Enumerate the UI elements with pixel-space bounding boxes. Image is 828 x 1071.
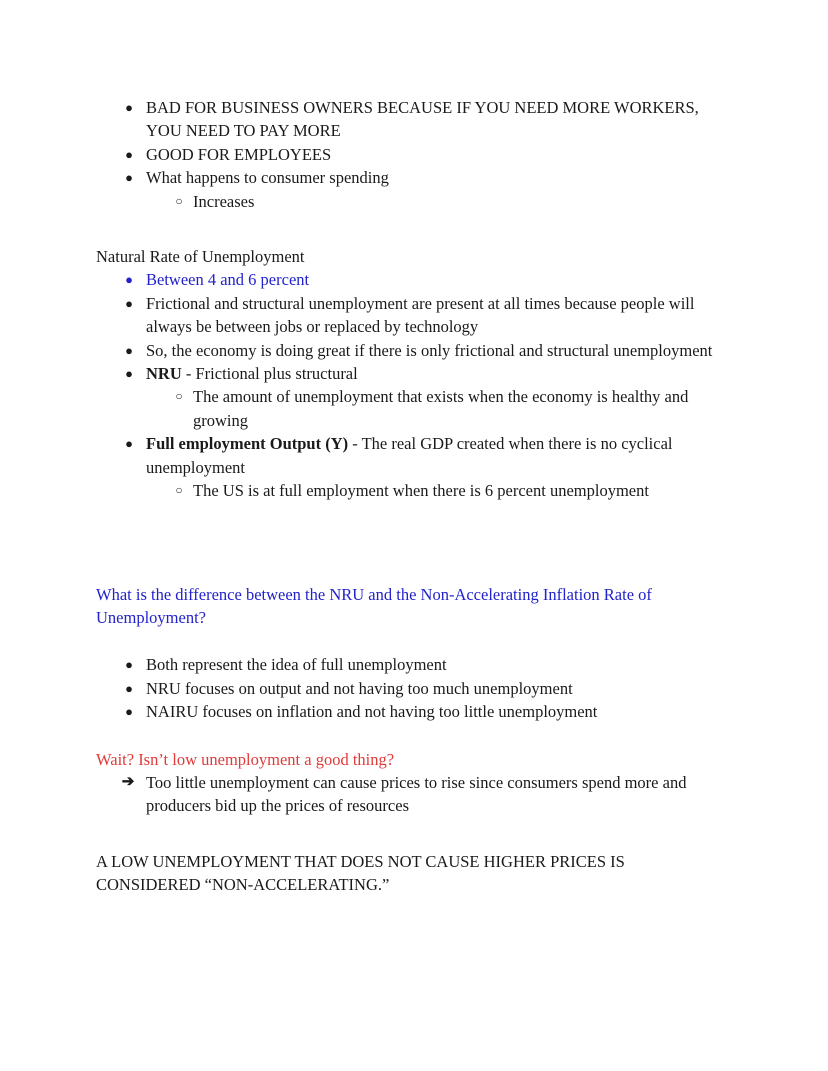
- bullet-hollow-icon: ○: [175, 389, 183, 404]
- spacer: [96, 818, 732, 850]
- arrow-list-item: [96, 771, 732, 818]
- list-item-label: GOOD FOR EMPLOYEES: [146, 144, 332, 164]
- term-definition: - Frictional plus structural: [181, 364, 358, 384]
- list-item: [96, 143, 732, 166]
- spacer: [96, 559, 732, 583]
- term-label: NRU: [146, 364, 182, 384]
- list-item: [96, 339, 732, 362]
- section-heading: Natural Rate of Unemployment: [96, 247, 305, 267]
- spacer: [96, 213, 732, 245]
- spacer: [96, 724, 732, 748]
- question-heading: What is the difference between the NRU and the Non-Accelerating Inflation Rate of Unemployment?: [96, 584, 652, 627]
- list-item: [96, 292, 732, 339]
- section-natural-rate: [96, 245, 732, 502]
- list-item-label: BAD FOR BUSINESS OWNERS BECAUSE IF YOU NEED MORE WORKERS, YOU NEED TO PAY MORE: [146, 98, 699, 141]
- list-item-label: Frictional and structural unemployment are present at all times because people will always be between jobs or replaced by technology: [146, 293, 695, 337]
- list-item-label: Between 4 and 6 percent: [146, 270, 310, 290]
- list-item: [96, 96, 732, 143]
- list-item-label: NAIRU focuses on inflation and not having too little unemployment: [146, 702, 598, 722]
- bullet-filled-icon: ●: [125, 704, 133, 720]
- bullet-filled-icon: ●: [125, 295, 133, 311]
- section-top: [96, 96, 732, 213]
- bullet-filled-icon: ●: [125, 146, 133, 162]
- list-item: [96, 677, 732, 700]
- list-item: [96, 166, 732, 189]
- bullet-filled-icon: ●: [125, 657, 133, 673]
- list-item-term: [96, 362, 732, 385]
- sub-list-item: [96, 385, 732, 432]
- document-body: [96, 96, 732, 897]
- list-item-highlight: [96, 268, 732, 291]
- list-item: [96, 653, 732, 676]
- list-item-label: NRU focuses on output and not having too much unemployment: [146, 678, 573, 698]
- bullet-filled-icon: ●: [125, 342, 133, 358]
- callout-heading: Wait? Isn’t low unemployment a good thing?: [96, 749, 395, 769]
- bullet-filled-icon: ●: [125, 170, 133, 186]
- bullet-filled-icon: ●: [125, 272, 133, 288]
- spacer: [96, 503, 732, 559]
- list-item-label: So, the economy is doing great if there is only frictional and structural unemployment: [146, 340, 713, 360]
- bullet-filled-icon: ●: [125, 366, 133, 382]
- list-item-label: What happens to consumer spending: [146, 168, 389, 188]
- sub-list-item: [96, 190, 732, 213]
- bullet-hollow-icon: ○: [175, 193, 183, 208]
- sub-list-item-label: The US is at full employment when there is 6 percent unemployment: [193, 481, 649, 501]
- section-wait: [96, 748, 732, 818]
- bullet-filled-icon: ●: [125, 100, 133, 115]
- arrow-list-item-label: Too little unemployment can cause prices to rise since consumers spend more and producers bid up the prices of resources: [146, 772, 687, 816]
- list-item-term: [96, 432, 732, 479]
- term-label: Full employment Output (Y): [146, 434, 349, 454]
- sub-list-item-label: The amount of unemployment that exists when the economy is healthy and growing: [193, 387, 689, 430]
- bullet-filled-icon: ●: [125, 680, 133, 696]
- list-item: [96, 700, 732, 723]
- bullet-filled-icon: ●: [125, 436, 133, 452]
- closing-statement: A LOW UNEMPLOYMENT THAT DOES NOT CAUSE HIGHER PRICES IS CONSIDERED “NON-ACCELERATING.”: [96, 851, 625, 895]
- term-definition: - The real GDP created when there is no cyclical unemployment: [146, 434, 673, 477]
- sub-list-item: [96, 479, 732, 502]
- list-item-label: Both represent the idea of full unemployment: [146, 655, 447, 675]
- section-question: [96, 583, 732, 724]
- sub-list-item-label: Increases: [193, 191, 255, 211]
- spacer: [96, 629, 732, 653]
- bullet-hollow-icon: ○: [175, 483, 183, 498]
- arrow-right-icon: ➔: [121, 773, 135, 790]
